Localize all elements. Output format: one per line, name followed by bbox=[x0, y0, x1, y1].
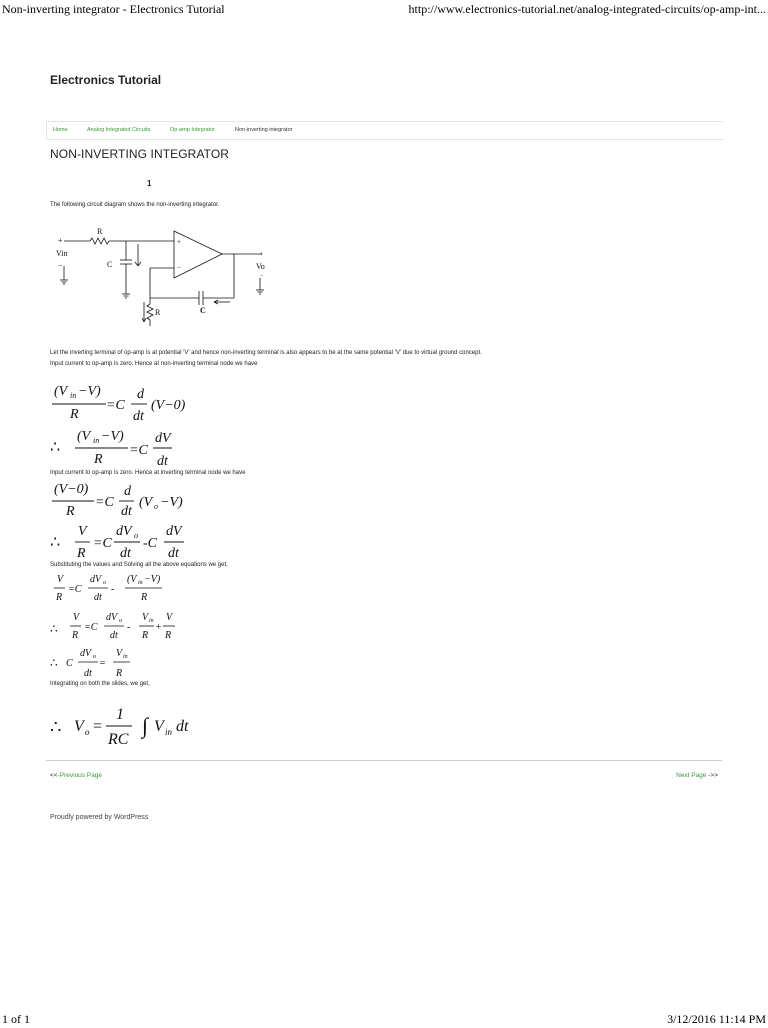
svg-text:C: C bbox=[66, 658, 73, 669]
svg-text:dV: dV bbox=[90, 574, 102, 585]
svg-text:d: d bbox=[124, 484, 131, 499]
svg-text:in: in bbox=[123, 654, 128, 660]
svg-text:dV: dV bbox=[116, 524, 132, 539]
svg-text:=C: =C bbox=[95, 495, 114, 510]
svg-text:R: R bbox=[66, 504, 75, 519]
powered-by-wordpress[interactable]: Proudly powered by WordPress bbox=[50, 814, 149, 821]
svg-text:∫: ∫ bbox=[142, 713, 149, 738]
svg-text:in: in bbox=[70, 391, 77, 400]
breadcrumb bbox=[46, 121, 723, 140]
svg-text:-C: -C bbox=[143, 536, 157, 551]
equation-block-3 bbox=[48, 570, 194, 682]
svg-text:dt: dt bbox=[157, 454, 168, 469]
page-number: 1 bbox=[147, 179, 152, 188]
svg-text:(V−0): (V−0) bbox=[54, 482, 89, 497]
svg-text:+: + bbox=[155, 622, 162, 633]
svg-text:=C: =C bbox=[68, 584, 82, 595]
svg-text:∴: ∴ bbox=[50, 622, 58, 636]
next-page-label: Next Page bbox=[676, 772, 707, 779]
svg-text:in: in bbox=[138, 580, 143, 586]
circuit-label-vo: Vo bbox=[256, 262, 265, 271]
circuit-label-minus-in: − bbox=[58, 261, 63, 270]
breadcrumb-analog-integrated-circuits[interactable]: Analog Integrated Circuits bbox=[87, 127, 151, 133]
svg-text:=C: =C bbox=[129, 443, 148, 458]
circuit-label-r-bottom: R bbox=[155, 308, 161, 317]
svg-text:∴: ∴ bbox=[50, 439, 61, 456]
circuit-label-c-left: C bbox=[107, 260, 113, 269]
svg-text:o: o bbox=[93, 654, 96, 660]
paragraph-input-current-inverting: Input current to op-amp is zero. Hence at inverting terminal node we have bbox=[50, 470, 246, 476]
svg-text:V: V bbox=[73, 612, 80, 623]
svg-text:d: d bbox=[137, 387, 144, 402]
svg-text:dV: dV bbox=[106, 612, 118, 623]
site-title[interactable]: Electronics Tutorial bbox=[50, 73, 162, 87]
print-footer bbox=[0, 1010, 768, 1028]
print-datetime: 3/12/2016 11:14 PM bbox=[667, 1012, 766, 1026]
circuit-label-op-plus: + bbox=[177, 238, 181, 246]
svg-text:V: V bbox=[78, 524, 87, 539]
svg-text:V: V bbox=[166, 612, 173, 623]
svg-text:−V): −V) bbox=[101, 429, 124, 444]
circuit-label-minus-out: − bbox=[260, 273, 264, 279]
svg-text:R: R bbox=[142, 630, 149, 641]
paragraph-substituting: Substituting the values and Solving all the above equations we get, bbox=[50, 562, 228, 568]
svg-text:dV: dV bbox=[155, 431, 171, 446]
equation-block-1 bbox=[48, 378, 194, 470]
svg-text:dt: dt bbox=[121, 504, 132, 519]
svg-text:R: R bbox=[77, 546, 86, 561]
svg-text:R: R bbox=[94, 452, 103, 467]
svg-text:RC: RC bbox=[108, 731, 129, 748]
page-title: NON-INVERTING INTEGRATOR bbox=[50, 147, 230, 161]
next-arrow: ->> bbox=[708, 772, 718, 779]
svg-text:V: V bbox=[154, 718, 164, 735]
print-page-url[interactable]: http://www.electronics-tutorial.net/analog-integrated-circuits/op-amp-int... bbox=[408, 2, 766, 16]
previous-arrow: << bbox=[50, 772, 58, 779]
svg-text:o: o bbox=[103, 580, 106, 586]
svg-text:R: R bbox=[141, 592, 148, 603]
circuit-label-c-bottom: C bbox=[200, 306, 206, 315]
svg-text:R: R bbox=[56, 592, 63, 603]
svg-text:(V: (V bbox=[127, 574, 137, 585]
svg-text:V: V bbox=[57, 574, 64, 585]
paragraph-virtual-ground: Let the inverting terminal of op-amp is at potential ‘V’ and hence non-inverting terminal is also appears to be at the same potential ‘V’ due to virtual ground concept. bbox=[50, 350, 482, 356]
circuit-label-op-minus: − bbox=[177, 264, 181, 272]
svg-text:-: - bbox=[127, 622, 131, 633]
svg-text:o: o bbox=[119, 618, 122, 624]
svg-text:dV: dV bbox=[80, 648, 92, 659]
print-page-count: 1 of 1 bbox=[2, 1012, 30, 1026]
svg-text:dt: dt bbox=[176, 718, 189, 735]
svg-text:R: R bbox=[116, 668, 123, 679]
svg-text:dt: dt bbox=[84, 668, 92, 679]
paragraph-integrating: Integrating on both the slides, we get, bbox=[50, 681, 150, 687]
svg-text:∴: ∴ bbox=[50, 717, 62, 737]
svg-text:=: = bbox=[99, 658, 106, 669]
circuit-label-plus-in: + bbox=[58, 236, 63, 245]
circuit-label-plus-out: + bbox=[260, 252, 264, 258]
svg-text:V: V bbox=[74, 718, 84, 735]
circuit-diagram bbox=[50, 222, 280, 330]
equation-image-2 bbox=[48, 478, 194, 562]
paragraph-input-current-noninverting: Input current to op-amp is zero. Hence at non-inverting terminal node we have bbox=[50, 361, 258, 367]
svg-text:o: o bbox=[134, 531, 138, 540]
svg-text:in: in bbox=[93, 436, 100, 445]
svg-text:dt: dt bbox=[94, 592, 102, 603]
equation-image-3 bbox=[48, 570, 194, 682]
previous-page-label: -Previous Page bbox=[57, 772, 103, 779]
svg-text:1: 1 bbox=[116, 706, 124, 723]
svg-text:(V: (V bbox=[77, 429, 91, 444]
print-header bbox=[0, 0, 768, 18]
next-page-link[interactable] bbox=[676, 772, 718, 779]
equation-block-2 bbox=[48, 478, 194, 562]
breadcrumb-home[interactable]: Home bbox=[53, 127, 68, 133]
circuit-label-vin: Vin bbox=[56, 249, 68, 258]
intro-text: The following circuit diagram shows the non-inverting integrator. bbox=[50, 202, 220, 208]
svg-text:dt: dt bbox=[168, 546, 179, 561]
print-page-title: Non-inverting integrator - Electronics Tutorial bbox=[2, 2, 225, 16]
svg-text:−V): −V) bbox=[144, 574, 161, 585]
svg-text:dt: dt bbox=[120, 546, 131, 561]
svg-text:dV: dV bbox=[166, 524, 182, 539]
svg-text:-: - bbox=[111, 584, 115, 595]
svg-text:dt: dt bbox=[133, 409, 144, 424]
svg-text:dt: dt bbox=[110, 630, 118, 641]
svg-text:−V): −V) bbox=[78, 384, 101, 399]
circuit-svg bbox=[50, 222, 280, 330]
svg-text:∴: ∴ bbox=[50, 534, 61, 551]
svg-text:(V: (V bbox=[139, 495, 153, 510]
svg-text:(V−0): (V−0) bbox=[151, 398, 186, 413]
svg-text:R: R bbox=[72, 630, 79, 641]
equation-block-4 bbox=[48, 698, 194, 750]
svg-text:in: in bbox=[149, 618, 154, 624]
svg-text:=C: =C bbox=[84, 622, 98, 633]
svg-text:∴: ∴ bbox=[50, 656, 58, 670]
previous-page-link[interactable] bbox=[50, 772, 102, 779]
svg-text:=C: =C bbox=[93, 536, 112, 551]
svg-text:(V: (V bbox=[54, 384, 68, 399]
svg-text:R: R bbox=[70, 407, 79, 422]
svg-text:V: V bbox=[142, 612, 149, 623]
breadcrumb-current-page: Non-inverting integrator bbox=[235, 127, 293, 133]
svg-text:R: R bbox=[165, 630, 172, 641]
svg-text:V: V bbox=[116, 648, 123, 659]
svg-text:=: = bbox=[92, 718, 103, 735]
svg-text:=C: =C bbox=[106, 398, 125, 413]
content-divider bbox=[46, 760, 722, 761]
svg-text:o: o bbox=[154, 502, 158, 511]
breadcrumb-op-amp-integrator[interactable]: Op-amp Integrator bbox=[170, 127, 215, 133]
equation-image-4 bbox=[48, 698, 194, 750]
svg-text:−V): −V) bbox=[160, 495, 183, 510]
svg-text:in: in bbox=[165, 727, 173, 737]
circuit-label-r-top: R bbox=[97, 227, 103, 236]
equation-image-1 bbox=[48, 378, 194, 470]
svg-text:o: o bbox=[85, 727, 90, 737]
